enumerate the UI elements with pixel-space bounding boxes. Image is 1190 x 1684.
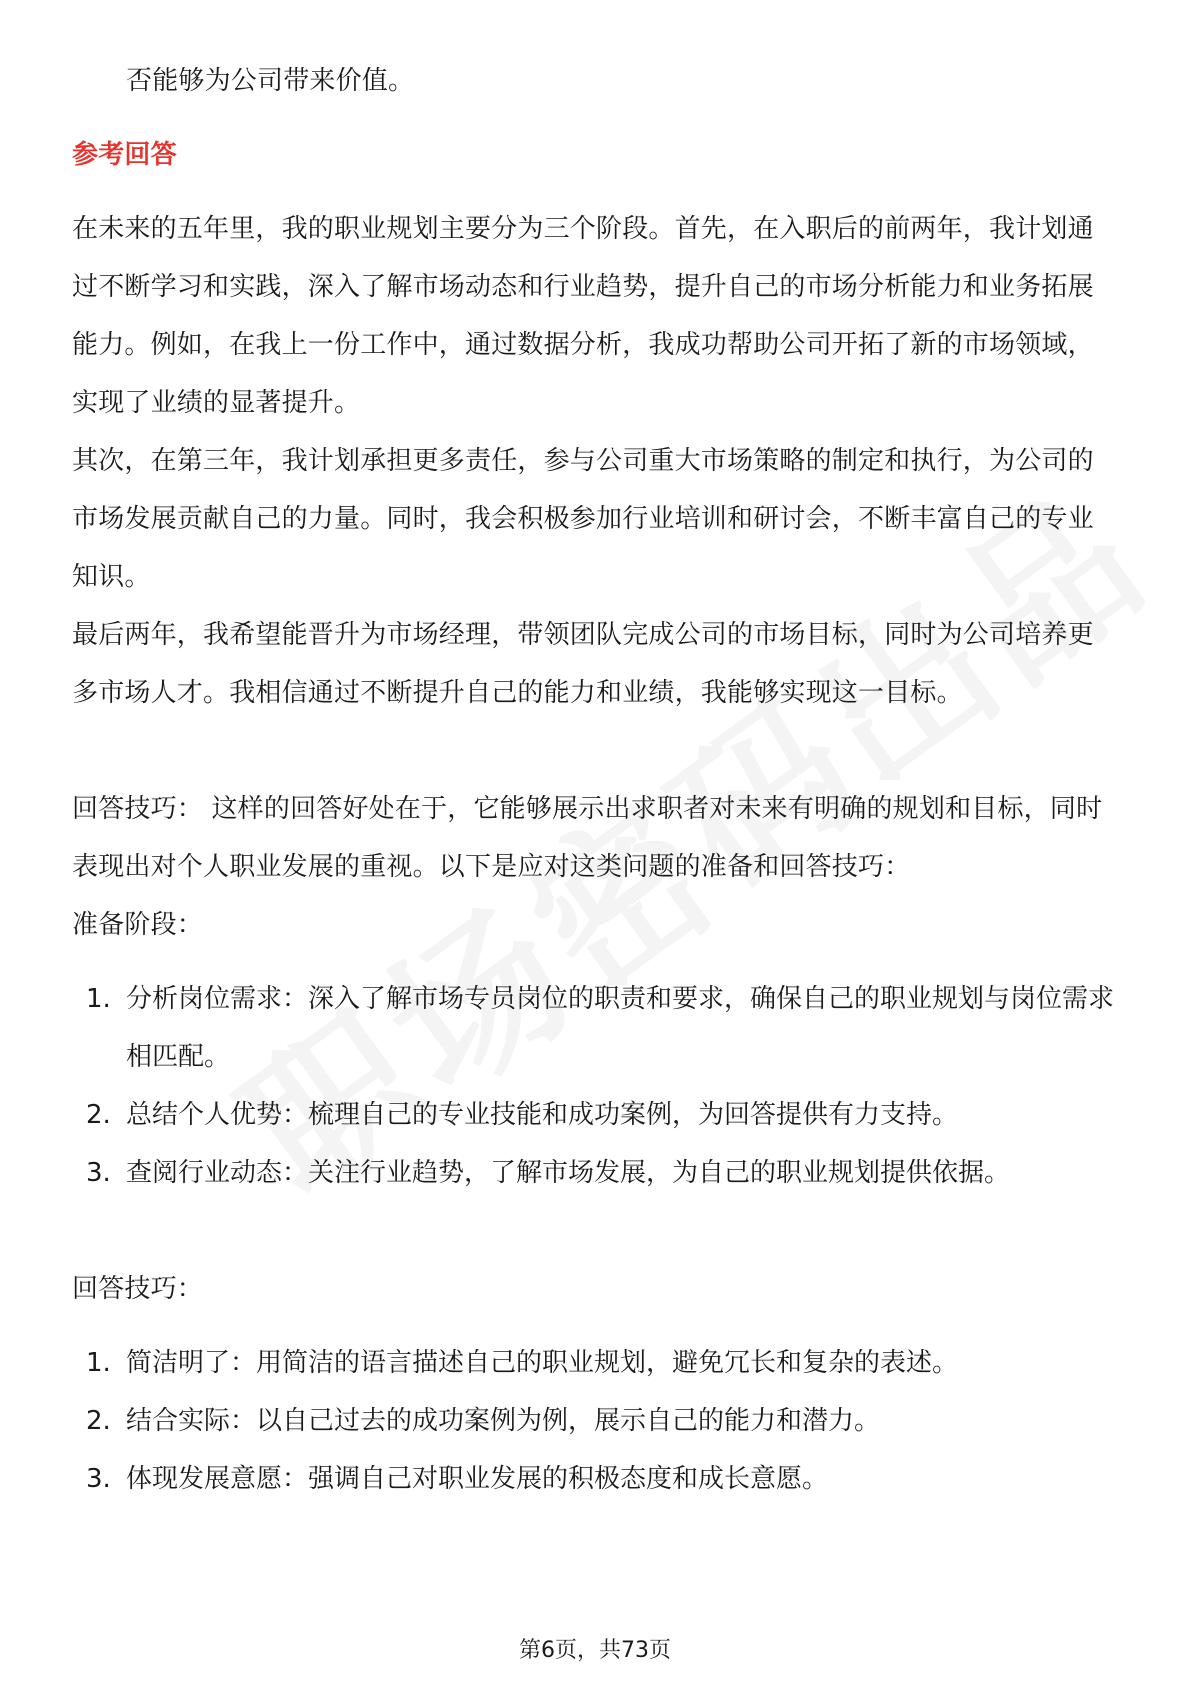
list-item: [72, 970, 1118, 1086]
answer-paragraph-2: 其次，在第三年，我计划承担更多责任，参与公司重大市场策略的制定和执行，为公司的市场发展贡献自己的力量。同时，我会积极参加行业培训和研讨会，不断丰富自己的专业知识。: [72, 446, 1094, 592]
tips-heading: 回答技巧：: [72, 1274, 204, 1304]
list-item-number: 1.: [86, 984, 111, 1014]
list-item-text: 分析岗位需求：深入了解市场专员岗位的职责和要求，确保自己的职业规划与岗位需求相匹配。: [126, 984, 1115, 1072]
list-item-number: 2.: [86, 1100, 111, 1130]
answer-paragraph-1: 在未来的五年里，我的职业规划主要分为三个阶段。首先，在入职后的前两年，我计划通过不断学习和实践，深入了解市场动态和行业趋势，提升自己的市场分析能力和业务拓展能力。例如，在我上一份工作中，通过数据分析，我成功帮助公司开拓了新的市场领域，实现了业绩的显著提升。: [72, 214, 1094, 418]
prep-heading: 准备阶段：: [72, 910, 204, 940]
list-item-number: 1.: [86, 1348, 111, 1378]
answer-paragraph-3: 最后两年，我希望能晋升为市场经理，带领团队完成公司的市场目标，同时为公司培养更多市场人才。我相信通过不断提升自己的能力和业绩，我能够实现这一目标。: [72, 620, 1094, 708]
answer-heading: 参考回答: [72, 140, 177, 170]
list-item-text: 总结个人优势：梳理自己的专业技能和成功案例，为回答提供有力支持。: [126, 1100, 959, 1130]
list-item: [72, 1450, 1118, 1508]
list-item-number: 2.: [86, 1406, 111, 1436]
list-item: [72, 1392, 1118, 1450]
intro-tail-text: 否能够为公司带来价值。: [126, 66, 415, 96]
list-item: [72, 1086, 1118, 1144]
list-item-number: 3.: [86, 1464, 111, 1494]
list-item-number: 3.: [86, 1158, 111, 1188]
list-item-text: 结合实际：以自己过去的成功案例为例，展示自己的能力和潜力。: [126, 1406, 881, 1436]
list-item: [72, 1334, 1118, 1392]
tips-intro-paragraph: 回答技巧： 这样的回答好处在于，它能够展示出求职者对未来有明确的规划和目标，同时表现出对个人职业发展的重视。以下是应对这类问题的准备和回答技巧：: [72, 794, 1103, 882]
page-footer: 第6页，共73页: [519, 1638, 671, 1663]
list-item-text: 简洁明了：用简洁的语言描述自己的职业规划，避免冗长和复杂的表述。: [126, 1348, 959, 1378]
tips-list: [72, 1334, 1118, 1508]
prep-list: [72, 970, 1118, 1202]
list-item-text: 体现发展意愿：强调自己对职业发展的积极态度和成长意愿。: [126, 1464, 829, 1494]
list-item-text: 查阅行业动态：关注行业趋势，了解市场发展，为自己的职业规划提供依据。: [126, 1158, 1011, 1188]
list-item: [72, 1144, 1118, 1202]
